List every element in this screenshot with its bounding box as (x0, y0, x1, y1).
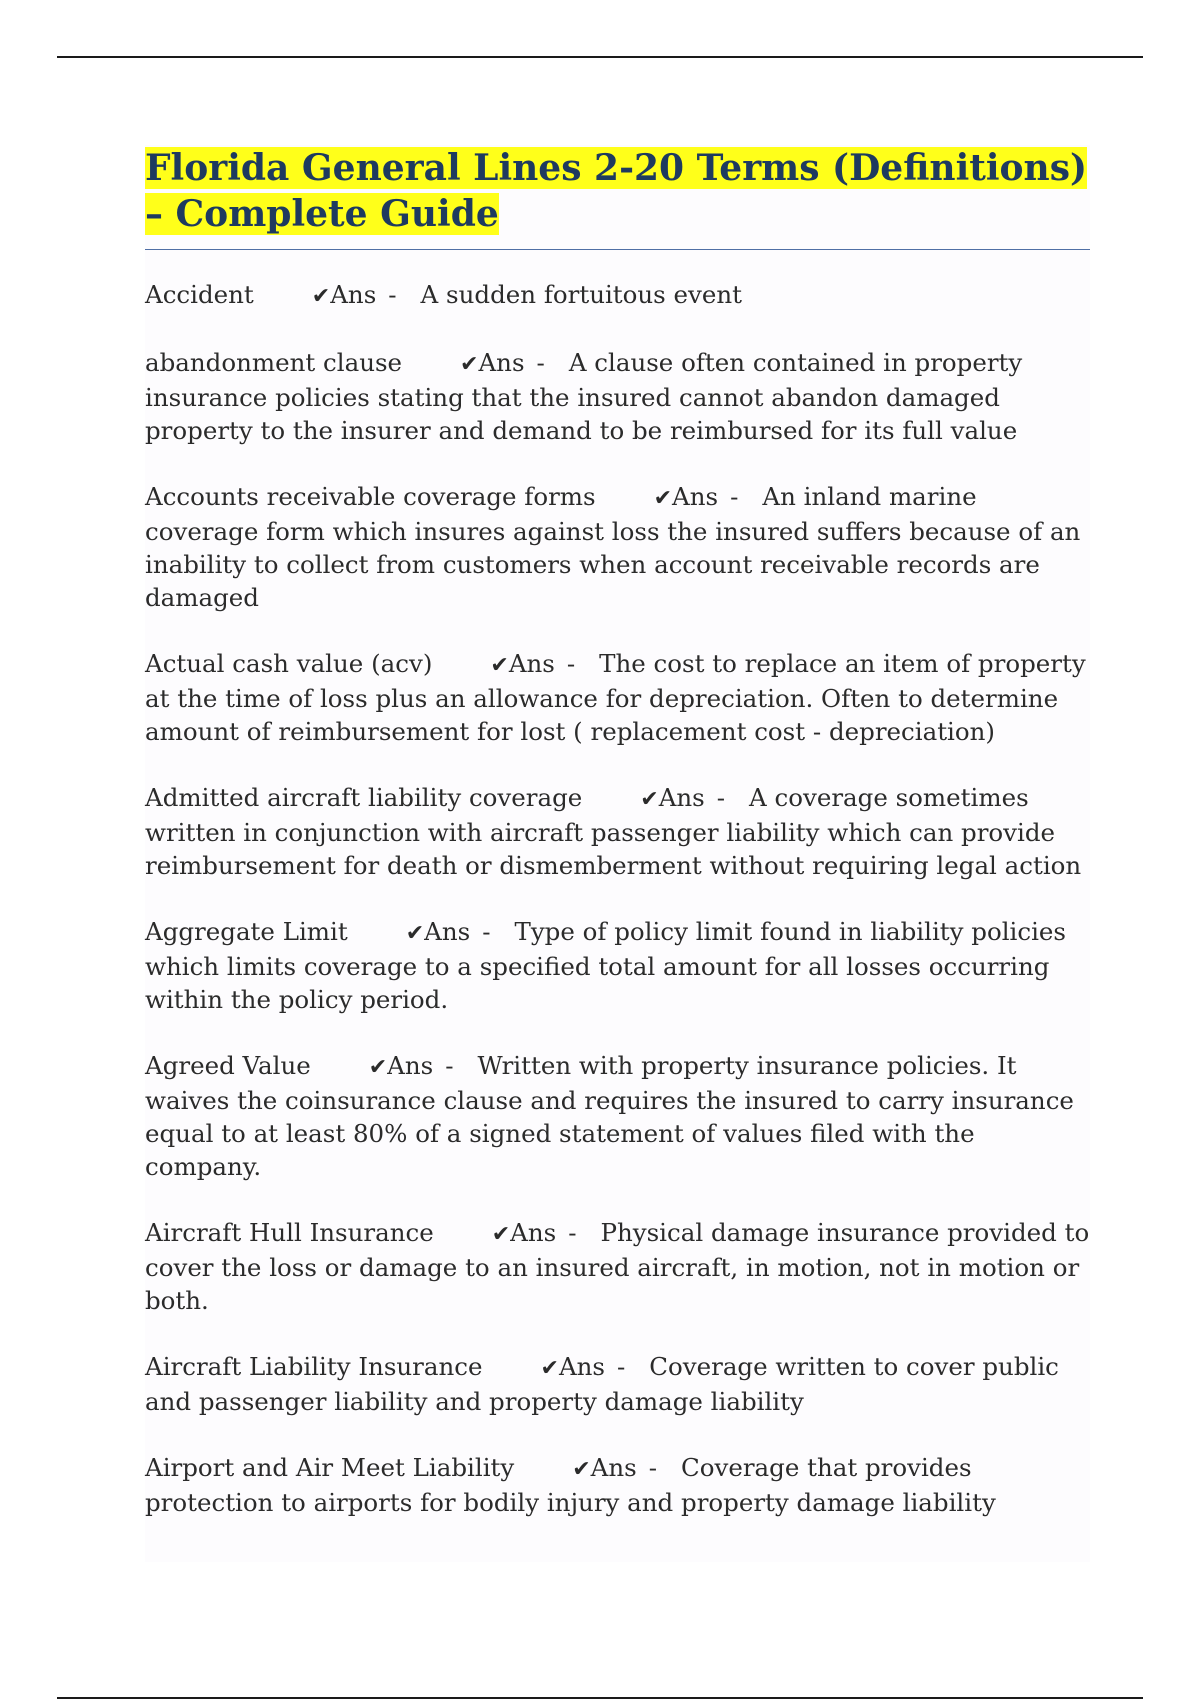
term-label: Accounts receivable coverage forms (145, 482, 596, 511)
answer-label: Ans (672, 482, 719, 511)
definition-text: Physical damage insurance provided to cover the loss or damage to an insured aircraft, in motion, not in motion or both. (145, 1218, 1090, 1315)
term-label: abandonment clause (145, 348, 403, 377)
answer-label: Ans (478, 348, 525, 377)
definition-entry (145, 1350, 1090, 1418)
definition-text: A sudden fortuitous event (420, 280, 743, 309)
checkmark-icon: ✔ (653, 486, 673, 511)
definition-entry (145, 1451, 1090, 1519)
definition-entry (145, 915, 1090, 1016)
term-label: Actual cash value (acv) (145, 649, 433, 678)
answer-label: Ans (387, 1051, 434, 1080)
answer-separator: - (716, 783, 726, 812)
answer-separator: - (388, 280, 397, 309)
answer-marker (460, 346, 557, 381)
answer-label: Ans (558, 1352, 605, 1381)
term-label: Aircraft Liability Insurance (145, 1352, 483, 1381)
definition-entry (145, 1049, 1090, 1183)
answer-marker (369, 1049, 466, 1084)
answer-marker (490, 647, 587, 682)
checkmark-icon: ✔ (460, 352, 479, 377)
checkmark-icon: ✔ (540, 1356, 559, 1381)
answer-label: Ans (590, 1453, 637, 1482)
answer-label: Ans (658, 783, 705, 812)
checkmark-icon: ✔ (405, 921, 425, 946)
term-label: Agreed Value (145, 1051, 311, 1080)
answer-marker (654, 480, 751, 515)
answer-separator: - (482, 917, 491, 946)
definition-entry (145, 480, 1090, 614)
term-label: Airport and Air Meet Liability (145, 1453, 515, 1482)
definition-text: A coverage sometimes written in conjunction with aircraft passenger liability which can provide reimbursement for death or dismemberment without requiring legal action (145, 783, 1082, 880)
checkmark-icon: ✔ (572, 1457, 591, 1482)
answer-separator: - (730, 482, 739, 511)
answer-label: Ans (508, 649, 555, 678)
definition-text: Written with property insurance policies. It waives the coinsurance clause and requires the insured to carry insurance equal to at least 80% of a signed statement of values filed with the company. (145, 1051, 1074, 1181)
definition-entry (145, 781, 1090, 882)
definition-list (145, 278, 1090, 1519)
term-label: Aircraft Hull Insurance (145, 1218, 434, 1247)
answer-label: Ans (424, 917, 471, 946)
answer-marker (640, 781, 737, 816)
definition-entry (145, 647, 1090, 748)
page-title-text: Florida General Lines 2-20 Terms (Definitions) – Complete Guide (145, 147, 1088, 235)
answer-separator: - (536, 348, 545, 377)
definition-text: The cost to replace an item of property at the time of loss plus an allowance for depreciation. Often to determine amount of reimbursement for lost ( replacement cost - depreciation) (145, 649, 1086, 746)
term-label: Aggregate Limit (145, 917, 348, 946)
checkmark-icon: ✔ (311, 284, 331, 309)
term-label: Accident (145, 280, 254, 309)
document-body (145, 145, 1090, 1562)
definition-entry (145, 346, 1090, 447)
answer-separator: - (648, 1453, 657, 1482)
answer-marker (406, 915, 503, 950)
header-rule (57, 56, 1143, 58)
answer-marker (572, 1451, 669, 1486)
answer-marker (312, 278, 409, 313)
answer-label: Ans (330, 280, 377, 309)
definition-text: Coverage written to cover public and passenger liability and property damage liability (145, 1352, 1059, 1416)
answer-separator: - (566, 649, 576, 678)
answer-separator: - (616, 1352, 626, 1381)
definition-text: Type of policy limit found in liability policies which limits coverage to a specified total amount for all losses occurring within the policy period. (145, 917, 1066, 1014)
footer-rule (57, 1697, 1143, 1699)
checkmark-icon: ✔ (490, 653, 509, 678)
checkmark-icon: ✔ (368, 1055, 388, 1080)
answer-label: Ans (510, 1218, 557, 1247)
page-title (145, 145, 1090, 237)
answer-marker (541, 1350, 638, 1385)
answer-marker (492, 1216, 589, 1251)
definition-entry (145, 278, 1090, 313)
definition-text: An inland marine coverage form which insures against loss the insured suffers because of an inability to collect from customers when account receivable records are damaged (145, 482, 1081, 612)
checkmark-icon: ✔ (491, 1222, 511, 1247)
answer-separator: - (568, 1218, 577, 1247)
definition-text: A clause often contained in property insurance policies stating that the insured cannot abandon damaged property to the insurer and demand to be reimbursed for its full value (145, 348, 1023, 445)
title-underline (145, 249, 1090, 250)
term-label: Admitted aircraft liability coverage (145, 783, 583, 812)
definition-text: Coverage that provides protection to airports for bodily injury and property damage liability (145, 1453, 996, 1517)
answer-separator: - (445, 1051, 454, 1080)
definition-entry (145, 1216, 1090, 1317)
checkmark-icon: ✔ (640, 787, 659, 812)
